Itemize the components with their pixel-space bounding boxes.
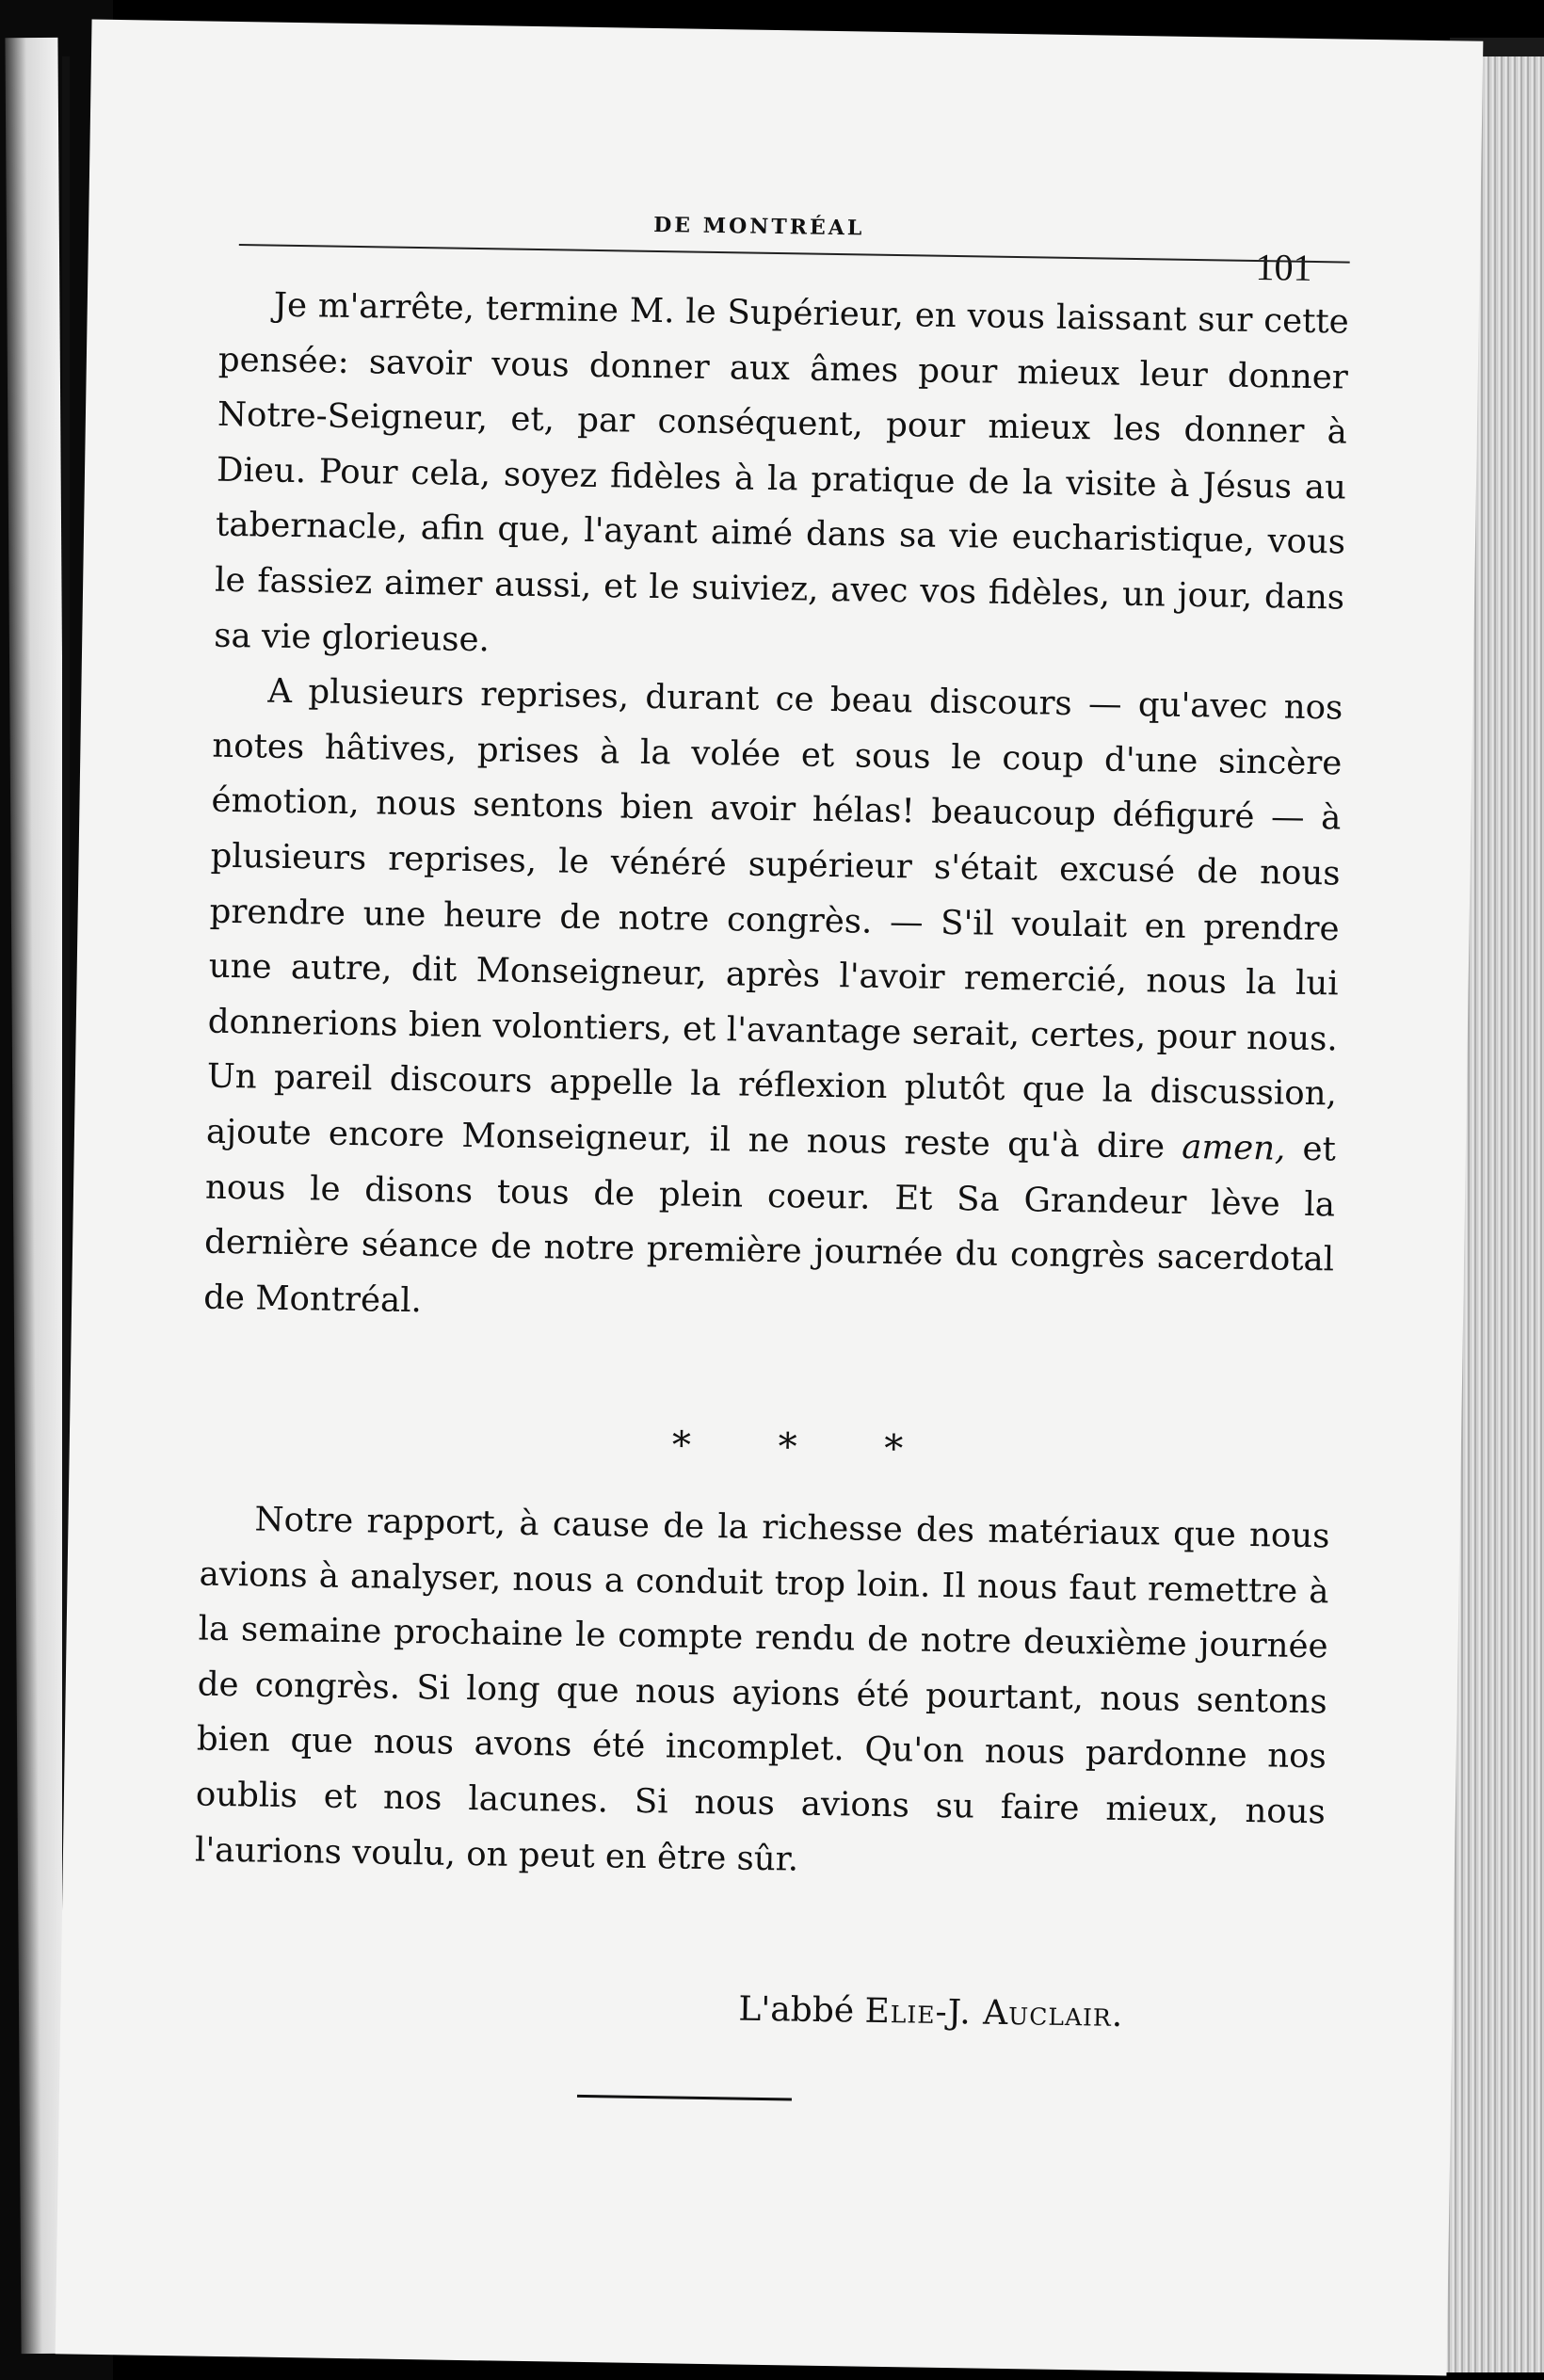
signature-name: Elie-J. Auclair. xyxy=(864,1991,1124,2035)
signature-prefix: L'abbé xyxy=(738,1989,865,2031)
author-signature xyxy=(738,1990,1123,2034)
main-text xyxy=(203,278,1349,1343)
paragraph-2-text-a: A plusieurs reprises, durant ce beau discours — qu'avec nos notes hâtives, prises à la volée et sous le coup d'une sincère émotion, nous sentons bien avoir hélas! beaucoup défiguré — à plusieurs reprises, le vénéré supérieur s'était excusé de nous prendre une heure de notre congrès. — S'il voulait en prendre une autre, dit Monseigneur, après l'avoir remercié, nous la lui donnerions bien volontiers, et l'avantage serait, certes, pour nous. Un pareil discours appelle la réflexion plutôt que la discussion, ajoute encore Monseigneur, il ne nous reste qu'à dire xyxy=(205,671,1343,1166)
running-head: DE MONTRÉAL xyxy=(653,212,865,241)
paragraph-2-text-b: et nous le disons tous de plein coeur. Et Sa Grandeur lève la dernière séance de notre première journée du congrès sacerdotal de Montréal. xyxy=(202,1129,1337,1320)
paragraph-1: Je m'arrête, termine M. le Supérieur, en vous laissant sur cette pensée: savoir vous donner aux âmes pour mieux leur donner Notre-Seigneur, et, par conséquent, pour mieux les donner à Dieu. Pour cela, soyez fidèles à la pratique de la visite à Jésus au tabernacle, afin que, l'ayant aimé dans sa vie eucharistique, vous le fassiez aimer aussi, et le suiviez, avec vos fidèles, un jour, dans sa vie glorieuse. xyxy=(213,285,1350,659)
header-rule xyxy=(239,244,1350,264)
end-rule xyxy=(577,2095,792,2101)
italic-amen: amen, xyxy=(1182,1127,1286,1168)
closing-text xyxy=(195,1492,1330,1896)
page-number: 101 xyxy=(1255,245,1312,289)
paragraph-2 xyxy=(203,664,1343,1343)
paragraph-3: Notre rapport, à cause de la richesse des matériaux que nous avions à analyser, nous a conduit trop loin. Il nous faut remettre à la semaine prochaine le compte rendu de notre deuxième journée de congrès. Si long que nous ayions été pourtant, nous sentons bien que nous avons été incomplet. Qu'on nous pardonne nos oublis et nos lacunes. Si nous avions su faire mieux, nous l'aurions voulu, on peut en être sûr. xyxy=(194,1500,1330,1879)
section-ornament: * * * xyxy=(671,1423,941,1471)
book-page xyxy=(56,20,1484,2376)
